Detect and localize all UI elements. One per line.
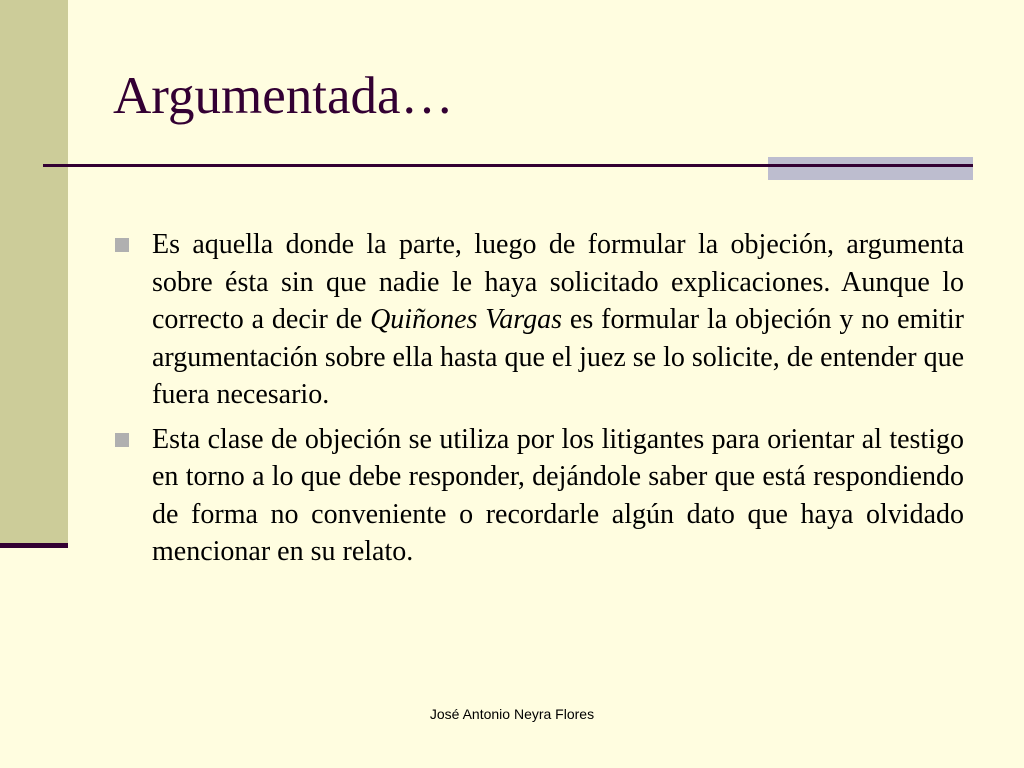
bullet-1-text-continued: es formular la objeción y no emitir argumentación sobre ella hasta que el juez se lo solicite, de entender que fuera necesario. <box>152 304 964 410</box>
title-divider-accent-bottom <box>768 167 973 180</box>
slide-body <box>115 226 964 578</box>
left-bar-underline <box>0 543 68 548</box>
bullet-2-text: Esta clase de objeción se utiliza por los litigantes para orientar al testigo en torno a lo que debe responder, dejándole saber que está respondiendo de forma no conveniente o recordarle algún dato que haya olvidado mencionar en su relato. <box>152 423 964 567</box>
bullet-1-emphasis: Quiñones Vargas <box>370 304 563 335</box>
title-divider-line <box>43 164 770 167</box>
bullet-1-text: Es aquella donde la parte, luego de formular la objeción, argumenta sobre ésta sin que nadie le haya solicitado explicaciones. Aunque lo correcto a decir de <box>152 229 964 335</box>
square-bullet-icon <box>115 238 129 252</box>
square-bullet-icon <box>115 433 129 447</box>
footer-author: José Antonio Neyra Flores <box>429 706 595 722</box>
slide-title: Argumentada… <box>113 67 454 125</box>
bullet-item-2 <box>115 421 964 571</box>
title-divider-accent-top <box>768 157 973 164</box>
bullet-item-1 <box>115 226 964 414</box>
left-decorative-bar <box>0 0 68 547</box>
